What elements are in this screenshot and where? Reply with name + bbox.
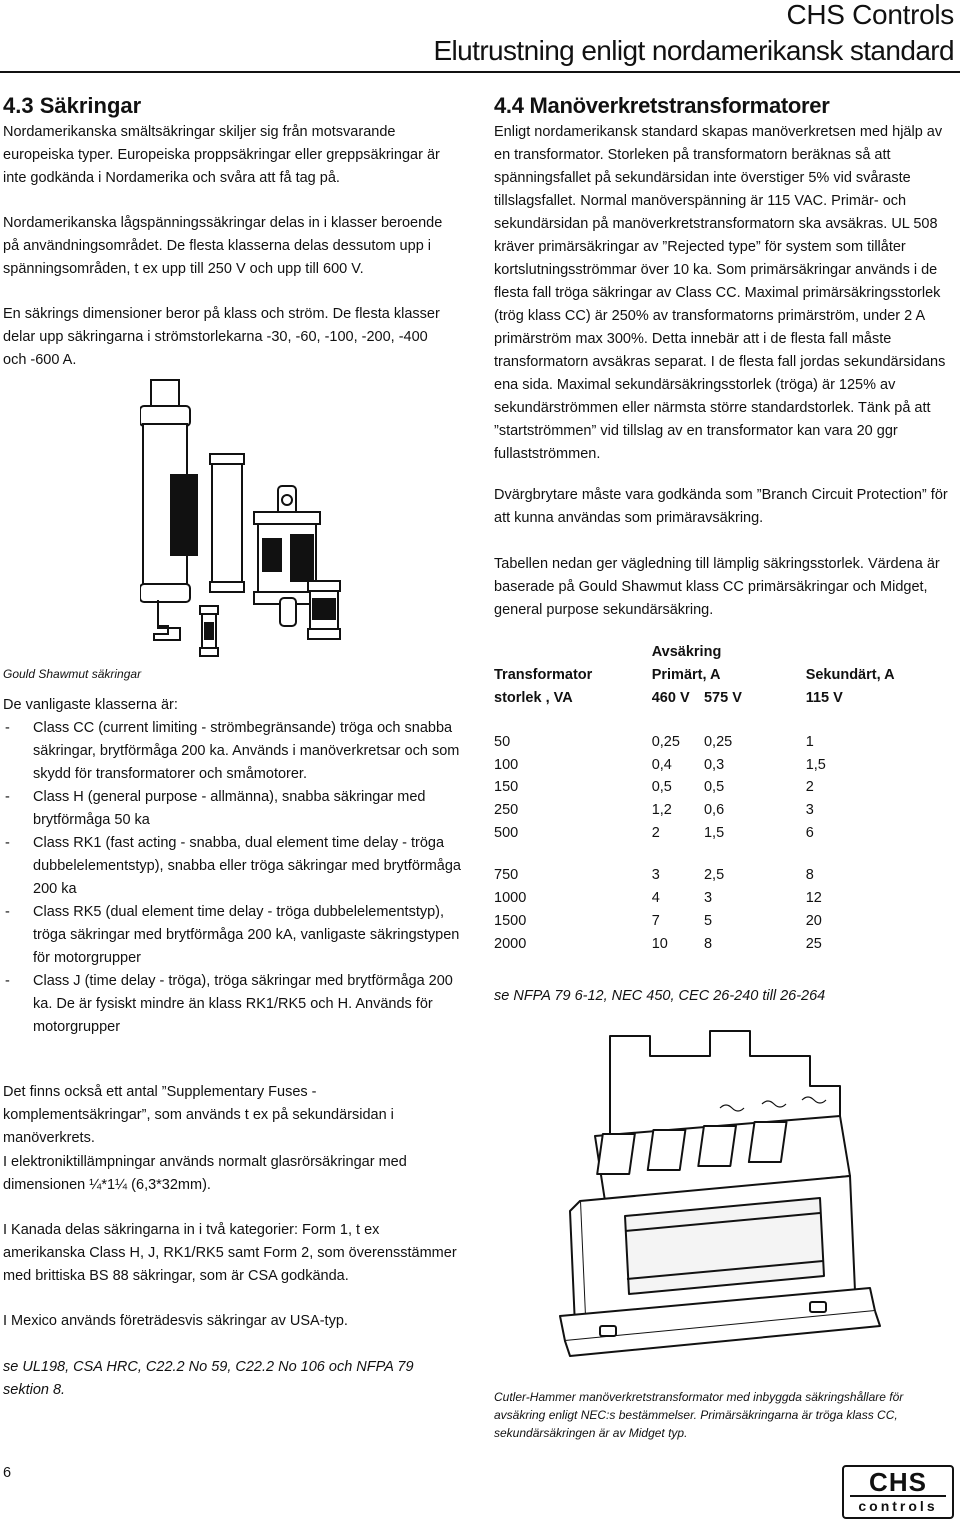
supplementary-fuses-paragraph: Det finns också ett antal ”Supplementary Fuses - komplementsäkringar”, som används t ex på sekundärsidan i manöverkrets. (3, 1084, 394, 1146)
transformer-illustration (540, 1026, 900, 1371)
fuses-illustration (140, 378, 390, 660)
transformers-paragraph: Enligt nordamerikansk standard skapas manöverkretsen med hjälp av en transformator. Storleken på transformatorn beräknas så att spänningsfallet på sekundärsidan inte överstiger 5% vid svåraste tillslagsfallet. Normal manöverspänning är 115 VAC. Primär- och sekundärsidan på manöverkretstransformatorn ska avsäkras. UL 508 kräver primärsäkringar av ”Rejected type” för system som tillåter kortslutningsströmmar över 10 ka. Som primärsäkringar används i de flesta fall tröga säkringar av Class CC. Maximal primärsäkringsstorlek (trög klass CC) är 250% av transformatorns primärström, under 2 A primärström max 300%. Detta innebär att i de flesta fall måste transformatorn avsäkras separat. I de flesta fall jordas sekundärsidans ena sida. Maximal sekundärsäkringsstorlek (tröga) är 125% av sekundärströmmen eller närmsta större standardstorlek. Tänk på att ”startströmmen” vid tillslag av en transformator kan vara 20 ggr fullastströmmen. (494, 124, 946, 462)
canada-paragraph: I Kanada delas säkringarna in i två kategorier: Form 1, t ex amerikanska Class H, J, RK1/RK5 samt Form 2, som överensstämmer med brittiska BS 88 säkringar, som är CSA godkända. (3, 1222, 457, 1284)
transformer-figure-caption: Cutler-Hammer manöverkretstransformator med inbyggda säkringshållare för avsäkring enligt NEC:s bestämmelser. Primärsäkringarna är tröga klass CC, sekundärsäkringen är av Midget typ. (494, 1390, 904, 1440)
table-col-size-line2: storlek , VA (494, 690, 573, 706)
table-intro-paragraph: Tabellen nedan ger vägledning till lämplig säkringsstorlek. Värdena är baserade på Gould Shawmut klass CC primärsäkringar och Midget, general purpose sekundärsäkring. (494, 556, 940, 618)
table-row: 250 1,2 0,6 3 (494, 802, 814, 819)
chs-controls-logo (842, 1465, 954, 1519)
table-row: 500 2 1,5 6 (494, 824, 814, 841)
table-col-primary: Primärt, A (651, 667, 721, 683)
mcb-paragraph: Dvärgbrytare måste vara godkända som ”Branch Circuit Protection” för att kunna användas som primäravsäkring. (494, 487, 948, 526)
list-item: - Class CC (current limiting - strömbegränsande) tröga och snabba säkringar, brytförmåga 200 ka. Används i manöverkretsar och som skydd för transformatorer och småmotorer. (3, 717, 463, 786)
table-col-575v: 575 V (703, 690, 742, 706)
table-group-header: Avsäkring (651, 644, 722, 660)
fuses-figure-caption: Gould Shawmut säkringar (3, 667, 142, 681)
page-number: 6 (3, 1465, 12, 1481)
table-row: 100 0,4 0,3 1,5 (494, 756, 826, 773)
table-row: 150 0,5 0,5 2 (494, 779, 814, 796)
fuses-intro-paragraph: Nordamerikanska smältsäkringar skiljer sig från motsvarande europeiska typer. Europeiska proppsäkringar eller greppsäkringar är inte godkända i Nordamerika och svåra att få tag på. (3, 124, 440, 186)
table-col-115v: 115 V (805, 690, 843, 706)
classes-intro: De vanligaste klasserna är: (3, 697, 178, 713)
mexico-paragraph: I Mexico används företrädesvis säkringar av USA-typ. (3, 1313, 348, 1329)
fuse-sizing-table (494, 644, 960, 958)
table-row: 1500 7 5 20 (494, 912, 822, 929)
table-col-460v: 460 V (651, 690, 690, 706)
fuses-reference: se UL198, CSA HRC, C22.2 No 59, C22.2 No 106 och NFPA 79 sektion 8. (3, 1359, 414, 1398)
glass-fuses-paragraph: I elektroniktillämpningar används normalt glasrörsäkringar med dimensionen ¼*1¼ (6,3*32mm). (3, 1154, 407, 1193)
section-heading-transformers: 4.4 Manöverkretstransformatorer (494, 93, 830, 118)
brand-title: CHS Controls (786, 0, 954, 30)
fuse-label-black (170, 474, 198, 556)
table-col-size-line1: Transformator (494, 667, 593, 683)
fuses-dimensions-paragraph: En säkrings dimensioner beror på klass och ström. De flesta klasser delar upp säkringarna i strömstorlekarna -30, -60, -100, -200, -400 och -600 A. (3, 306, 440, 368)
transformers-reference: se NFPA 79 6-12, NEC 450, CEC 26-240 till 26-264 (494, 988, 826, 1004)
table-row: 1000 4 3 12 (494, 890, 822, 907)
table-row: 750 3 2,5 8 (494, 867, 814, 884)
list-item: - Class RK1 (fast acting - snabba, dual element time delay - tröga dubbelelementstyp), snabba eller tröga säkringar med brytförmåga 200 ka (3, 832, 463, 901)
table-row: 2000 10 8 25 (494, 935, 822, 952)
logo-text-chs: CHS (869, 1467, 927, 1497)
page-subtitle: Elutrustning enligt nordamerikansk standard (433, 35, 954, 66)
list-item: - Class H (general purpose - allmänna), snabba säkringar med brytförmåga 50 ka (3, 786, 463, 832)
table-col-secondary: Sekundärt, A (805, 667, 895, 683)
section-heading-fuses: 4.3 Säkringar (3, 93, 142, 118)
fuses-classes-paragraph: Nordamerikanska lågspänningssäkringar delas in i klasser beroende på användningsområdet. De flesta klasserna delas dessutom upp i spänningsområden, t ex upp till 250 V och upp till 600 V. (3, 215, 443, 277)
header-rule (0, 71, 960, 73)
table-row: 50 0,25 0,25 1 (494, 734, 814, 750)
fuse-classes-list (3, 717, 463, 1039)
list-item: - Class J (time delay - tröga), tröga säkringar med brytförmåga 200 ka. De är fysiskt mindre än klass RK1/RK5 och H. Används för motorgrupper (3, 970, 463, 1039)
logo-text-controls: controls (850, 1495, 946, 1514)
list-item: - Class RK5 (dual element time delay - tröga dubbelelementstyp), tröga säkringar med brytförmåga 200 kA, vanligaste säkringstypen för motorgrupper (3, 901, 463, 970)
